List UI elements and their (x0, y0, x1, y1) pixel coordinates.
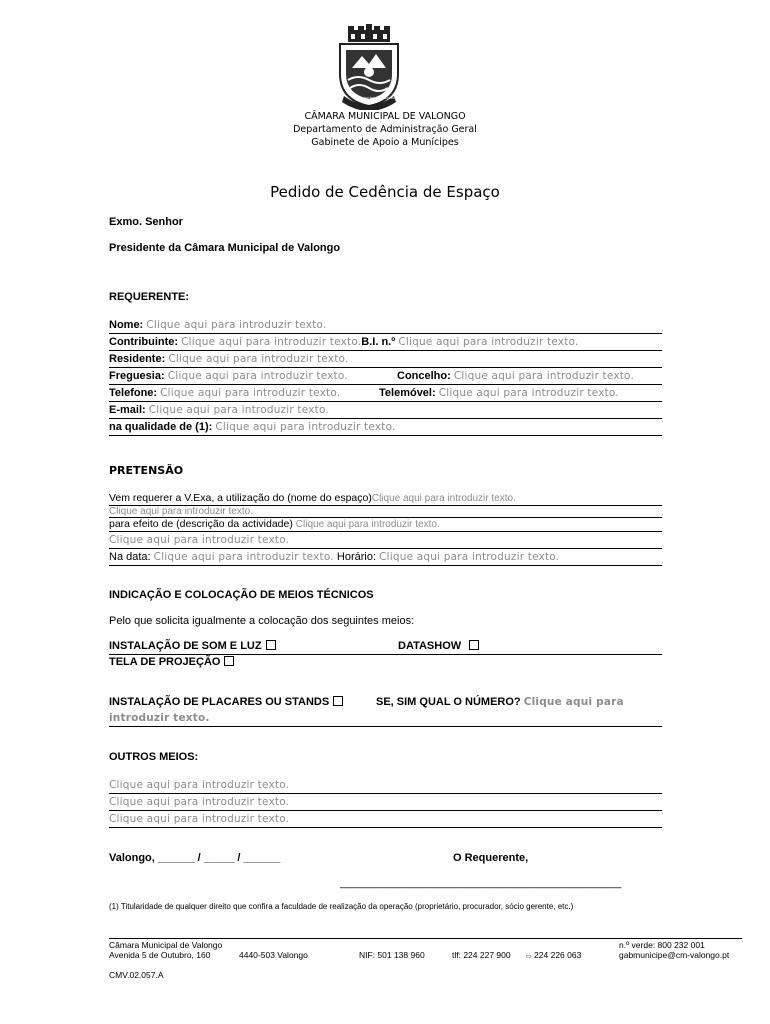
label-bi: B.I. n.º (361, 336, 396, 348)
meios-row-3 (109, 694, 662, 710)
label-na-data: Na data: (109, 551, 151, 563)
department: Departamento de Administração Geral (293, 124, 477, 135)
label-numero: SE, SIM QUAL O NÚMERO? (376, 696, 521, 708)
office: Gabinete de Apoio a Munícipes (311, 137, 459, 148)
footer-divider (109, 938, 742, 939)
meios-row-2 (109, 654, 662, 670)
input-outros-3[interactable]: Clique aqui para introduzir texto. (109, 813, 290, 825)
input-data[interactable]: Clique aqui para introduzir texto. (153, 551, 334, 563)
outros-line-2 (109, 794, 662, 811)
field-row-freguesia (109, 368, 662, 385)
input-residente[interactable]: Clique aqui para introduzir texto. (168, 353, 349, 365)
input-qualidade[interactable]: Clique aqui para introduzir texto. (215, 421, 396, 433)
seal-text: MUNICÍPIO DE VALONGO (360, 96, 397, 100)
input-horario[interactable]: Clique aqui para introduzir texto. (379, 551, 560, 563)
page-title: Pedido de Cedência de Espaço (270, 183, 500, 201)
outros-line-3 (109, 811, 662, 828)
label-som-luz: INSTALAÇÃO DE SOM E LUZ (109, 640, 262, 652)
pretensao-actividade-label: para efeito de (descrição da actividade) (109, 518, 293, 530)
pretensao-line-4 (109, 532, 662, 549)
signature-line: ______________________________________________ (340, 877, 622, 889)
checkbox-placares[interactable] (333, 696, 343, 706)
field-row-residente (109, 351, 662, 368)
label-tela: TELA DE PROJEÇÃO (109, 656, 221, 668)
org-name: CÂMARA MUNICIPAL DE VALONGO (304, 111, 466, 122)
footer-tlf: tlf: 224 227 900 (452, 950, 511, 960)
footer-email: gabmunicipe@cm-valongo.pt (619, 950, 730, 960)
input-outros-2[interactable]: Clique aqui para introduzir texto. (109, 796, 290, 808)
label-concelho: Concelho: (397, 370, 451, 382)
input-contribuinte[interactable]: Clique aqui para introduzir texto. (181, 336, 362, 348)
input-email[interactable]: Clique aqui para introduzir texto. (148, 404, 329, 416)
field-row-contribuinte (109, 334, 662, 351)
label-nome: Nome: (109, 319, 144, 331)
fax-icon: ▭ (526, 954, 532, 960)
input-telemovel[interactable]: Clique aqui para introduzir texto. (438, 387, 619, 399)
place-date: Valongo, ______ / _____ / ______ (109, 852, 281, 864)
meios-heading: INDICAÇÃO E COLOCAÇÃO DE MEIOS TÉCNICOS (109, 589, 374, 601)
input-numero-cont[interactable]: introduzir texto. (109, 712, 210, 724)
footer-postcode: 4440-503 Valongo (239, 950, 308, 960)
input-bi[interactable]: Clique aqui para introduzir texto. (398, 336, 579, 348)
footer-nif: NIF: 501 138 960 (359, 950, 425, 960)
checkbox-som-luz[interactable] (266, 640, 276, 650)
input-telefone[interactable]: Clique aqui para introduzir texto. (160, 387, 341, 399)
field-row-nome (109, 317, 662, 334)
footer-name: Câmara Municipal de Valongo (109, 940, 223, 950)
footer-verde: n.º verde: 800 232 001 (619, 940, 705, 950)
footnote: (1) Titularidade de qualquer direito que confira a faculdade de realização da operação (proprietário, procurador, sócio gerente, etc.) (109, 902, 574, 911)
field-row-email (109, 402, 662, 419)
input-numero[interactable]: Clique aqui para (523, 696, 624, 708)
input-espaco[interactable]: Clique aqui para introduzir texto. (371, 493, 516, 504)
input-concelho[interactable]: Clique aqui para introduzir texto. (453, 370, 635, 382)
pretensao-line-2 (109, 505, 662, 518)
label-datashow: DATASHOW (398, 640, 462, 652)
pretensao-line-5 (109, 549, 662, 566)
requerente-signature-label: O Requerente, (453, 852, 529, 864)
label-contribuinte: Contribuinte: (109, 336, 179, 348)
label-telemovel: Telemóvel: (379, 387, 436, 399)
meios-intro: Pelo que solicita igualmente a colocação dos seguintes meios: (109, 615, 415, 627)
checkbox-tela[interactable] (224, 656, 234, 666)
salutation: Exmo. Senhor (109, 216, 183, 228)
pretensao-espaco-label: Vem requerer a V.Exa, a utilização do (nome do espaço) (109, 492, 372, 504)
label-email: E-mail: (109, 404, 146, 416)
input-actividade-cont[interactable]: Clique aqui para introduzir texto. (109, 534, 290, 546)
outros-line-1 (109, 777, 662, 794)
footer-fax (526, 950, 581, 962)
input-outros-1[interactable]: Clique aqui para introduzir texto. (109, 779, 290, 791)
checkbox-datashow[interactable] (469, 640, 479, 650)
form-code: CMV.02.057.A (109, 970, 164, 980)
label-qualidade: na qualidade de (1): (109, 421, 213, 433)
input-nome[interactable]: Clique aqui para introduzir texto. (146, 319, 327, 331)
field-row-telefone (109, 385, 662, 402)
label-freguesia: Freguesia: (109, 370, 165, 382)
outros-heading: OUTROS MEIOS: (109, 751, 199, 763)
requerente-heading: REQUERENTE: (109, 291, 190, 303)
field-row-qualidade (109, 419, 662, 436)
pretensao-line-1 (109, 491, 662, 506)
input-actividade[interactable]: Clique aqui para introduzir texto. (295, 519, 440, 530)
label-residente: Residente: (109, 353, 166, 365)
footer-address: Avenida 5 de Outubro, 160 (109, 950, 211, 960)
meios-row-3-cont (109, 710, 662, 727)
input-freguesia[interactable]: Clique aqui para introduzir texto. (167, 370, 348, 382)
label-placares: INSTALAÇÃO DE PLACARES OU STANDS (109, 696, 330, 708)
footer-fax-number: 224 226 063 (534, 950, 582, 960)
label-telefone: Telefone: (109, 387, 158, 399)
pretensao-line-3 (109, 518, 662, 532)
addressee: Presidente da Câmara Municipal de Valongo (109, 242, 341, 254)
pretensao-heading: PRETENSÃO (109, 464, 184, 477)
meios-row-1 (109, 638, 662, 655)
input-espaco-cont[interactable]: Clique aqui para introduzir texto. (109, 506, 253, 517)
label-horario: Horário: (336, 551, 377, 563)
